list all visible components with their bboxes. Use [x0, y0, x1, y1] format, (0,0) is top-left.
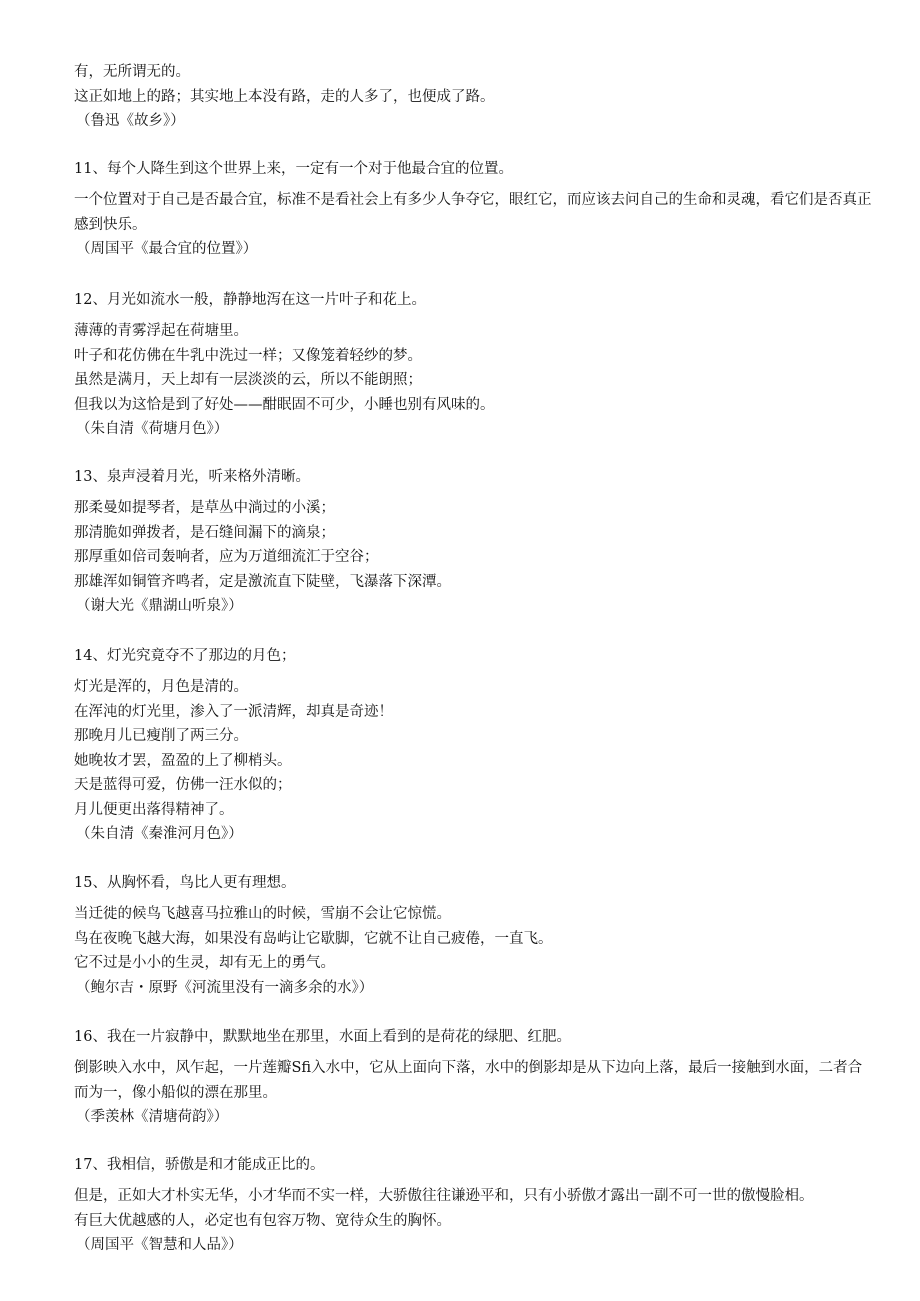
- text-line: 它不过是小小的生灵，却有无上的勇气。: [74, 955, 335, 971]
- intro-passage: [74, 60, 874, 134]
- quote-entry-15: [74, 871, 874, 1000]
- quote-entry-16: [74, 1025, 874, 1130]
- text-line: 那晚月儿已瘦削了两三分。: [74, 728, 248, 744]
- text-line: 鸟在夜晚飞越大海，如果没有岛屿让它歇脚，它就不让自己疲倦，一直飞。: [74, 930, 553, 947]
- entry-title: 16、我在一片寂静中，默默地坐在那里，水面上看到的是荷花的绿肥、红肥。: [74, 1029, 571, 1045]
- text-line: 但是，正如大才朴实无华，小才华而不实一样，大骄傲往往谦逊平和，只有小骄傲才露出一副不可一世的傲慢脸相。: [74, 1188, 814, 1204]
- quote-entry-11: [74, 157, 874, 262]
- text-line: 天是蓝得可爱，仿佛一汪水似的；: [74, 777, 292, 793]
- source-citation: （周国平《最合宜的位置》）: [76, 241, 258, 257]
- source-citation: （朱自清《荷塘月色》）: [76, 421, 229, 437]
- quote-entry-14: [74, 644, 874, 847]
- quote-entry-17: [74, 1153, 874, 1258]
- entry-title: 14、灯光究竟夺不了那边的月色；: [74, 648, 296, 664]
- quote-entry-12: [74, 288, 874, 442]
- text-line: 当迁徙的候鸟飞越喜马拉雅山的时候，雪崩不会让它惊慌。: [74, 906, 451, 922]
- entry-body: 一个位置对于自己是否最合宜，标准不是看社会上有多少人争夺它，眼红它，而应该去问自己的生命和灵魂，看它们是否真正感到快乐。: [74, 192, 872, 233]
- entry-title: 12、月光如流水一般，静静地泻在这一片叶子和花上。: [74, 292, 426, 308]
- quote-entry-13: [74, 465, 874, 619]
- text-line: 月儿便更出落得精神了。: [74, 801, 234, 818]
- text-line: 虽然是满月，天上却有一层淡淡的云，所以不能朗照；: [74, 372, 422, 388]
- source-citation: （周国平《智慧和人品》）: [76, 1237, 243, 1253]
- text-line: 有巨大优越感的人，必定也有包容万物、宽待众生的胸怀。: [74, 1212, 451, 1229]
- source-citation: （鲍尔吉・原野《河流里没有一滴多余的水》）: [76, 979, 374, 996]
- source-citation: （谢大光《鼎湖山听泉》）: [76, 598, 243, 614]
- source-citation: （朱自清《秦淮河月色》）: [76, 826, 243, 842]
- text-line: 那厚重如倍司轰响者，应为万道细流汇于空谷；: [74, 549, 379, 565]
- text-line: 那柔曼如提琴者，是草丛中淌过的小溪；: [74, 500, 335, 516]
- text-line: 叶子和花仿佛在牛乳中洗过一样；又像笼着轻纱的梦。: [74, 347, 422, 364]
- text-line: 她晚妆才罢，盈盈的上了柳梢头。: [74, 752, 292, 769]
- text-line: 薄薄的青雾浮起在荷塘里。: [74, 323, 248, 339]
- source-citation: （季羡林《清塘荷韵》）: [76, 1109, 229, 1125]
- entry-title: 15、从胸怀看，鸟比人更有理想。: [74, 875, 296, 891]
- text-line: 但我以为这恰是到了好处——酣眠固不可少，小睡也别有风味的。: [74, 396, 495, 413]
- text-line: 在浑沌的灯光里，渗入了一派清辉，却真是奇迹！: [74, 703, 393, 720]
- text-line: 灯光是浑的，月色是清的。: [74, 679, 248, 695]
- entry-title: 17、我相信，骄傲是和才能成正比的。: [74, 1157, 325, 1173]
- entry-body: 倒影映入水中，风乍起，一片莲瓣Sfi入水中，它从上面向下落，水中的倒影却是从下边向上落，最后一接触到水面，二者合而为一，像小船似的漂在那里。: [74, 1060, 863, 1101]
- text-line: 有，无所谓无的。: [74, 64, 190, 80]
- text-line: 这正如地上的路；其实地上本没有路，走的人多了，也便成了路。: [74, 88, 495, 105]
- source-citation: （鲁迅《故乡》）: [76, 113, 185, 129]
- entry-title: 11、每个人降生到这个世界上来，一定有一个对于他最合宜的位置。: [74, 161, 513, 177]
- entry-title: 13、泉声浸着月光，听来格外清晰。: [74, 469, 310, 485]
- text-line: 那雄浑如铜管齐鸣者，定是激流直下陡壁，飞瀑落下深潭。: [74, 573, 451, 590]
- text-line: 那清脆如弹拨者，是石缝间漏下的滴泉；: [74, 524, 335, 541]
